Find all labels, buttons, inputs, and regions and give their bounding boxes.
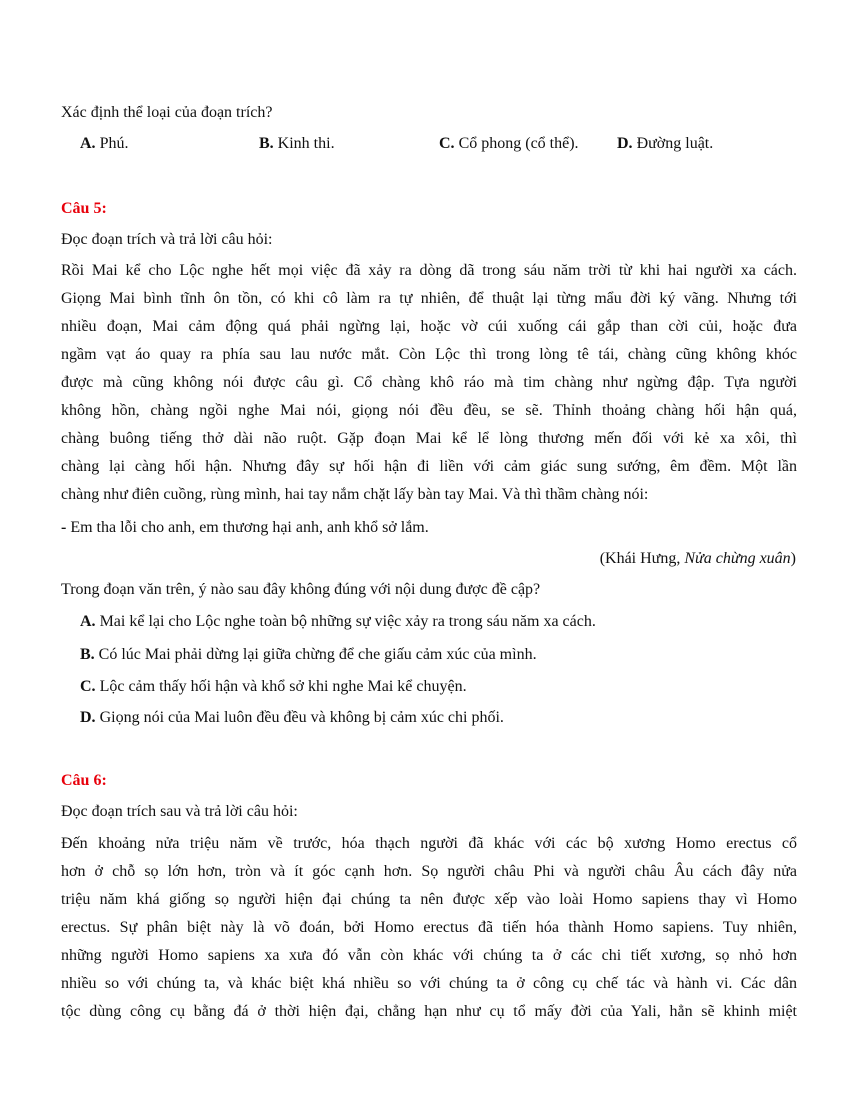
passage-line: triệu năm khá giống sọ người hiện đại chúng ta nên được xếp vào loài Homo sapiens thay vì Homo: [61, 891, 797, 908]
q5-option-a[interactable]: [80, 612, 596, 632]
question-6-heading: Câu 6:: [61, 772, 107, 789]
option-text: Có lúc Mai phải dừng lại giữa chừng để che giấu cảm xúc của mình.: [94, 646, 537, 663]
passage-line: Rồi Mai kể cho Lộc nghe hết mọi việc đã xảy ra dòng dã trong sáu năm trời từ khi hai người xa cách.: [61, 262, 797, 279]
dialogue-text: Em tha lỗi cho anh, em thương hại anh, anh khổ sở lắm.: [66, 519, 429, 536]
passage-line: tộc dùng công cụ bằng đá ở thời hiện đại, chẳng hạn như cụ tổ mấy đời của Yali, hẳn sẽ khinh miệt: [61, 1003, 797, 1020]
passage-line: ngầm vạt áo quay ra phía sau lau nước mắt. Còn Lộc thì trong lòng tê tái, chàng cũng không khóc: [61, 346, 797, 363]
question-5-heading: Câu 5:: [61, 200, 107, 217]
option-text: Cổ phong (cổ thể).: [454, 135, 579, 152]
passage-line: những người Homo sapiens xa xưa đó vẫn còn khác với chúng ta ở các chi tiết xương, sọ nhỏ hơn: [61, 947, 797, 964]
passage-line: nhiều so với chúng ta, và khác biệt khá nhiều so với chúng ta ở công cụ chế tác và hành vi. Các dân: [61, 975, 797, 992]
source-prefix: (Khái Hưng,: [599, 550, 685, 567]
option-text: Kinh thi.: [273, 135, 335, 152]
q4-option-a[interactable]: [80, 134, 128, 154]
q5-option-b[interactable]: [80, 645, 537, 665]
q5-option-d[interactable]: [80, 708, 504, 728]
option-text: Phú.: [95, 135, 129, 152]
option-letter: A.: [80, 613, 96, 630]
passage-line: không hồn, chàng ngồi nghe Mai nói, giọng nói đều đều, se sẽ. Thỉnh thoảng chàng hối hận quá,: [61, 402, 797, 419]
option-letter: A.: [80, 135, 96, 152]
option-letter: B.: [80, 646, 95, 663]
passage-line: được mà cũng không nói được câu gì. Cổ chàng khô ráo mà tim chàng như ngừng đập. Tựa người: [61, 374, 797, 391]
option-letter: C.: [439, 135, 455, 152]
source-title: Nửa chừng xuân: [684, 550, 791, 567]
passage-line: chàng lại càng hối hận. Nhưng đây sự hối hận đi liền với cảm giác sung sướng, êm đềm. Một lần: [61, 458, 797, 475]
dialogue-dash: -: [61, 519, 67, 536]
option-text: Giọng nói của Mai luôn đều đều và không bị cảm xúc chi phối.: [95, 709, 504, 726]
passage-line-last: chàng như điên cuồng, rùng mình, hai tay nắm chặt lấy bàn tay Mai. Và thì thầm chàng nói:: [61, 486, 649, 503]
passage-line: erectus. Sự phân biệt này là võ đoán, bởi Homo erectus đã tiến hóa thành Homo sapiens. Tuy nhiên,: [61, 919, 797, 936]
question-5-instruction: Đọc đoạn trích và trả lời câu hỏi:: [61, 231, 273, 248]
option-letter: C.: [80, 678, 96, 695]
passage-line: Đến khoảng nửa triệu năm về trước, hóa thạch người đã khác với các bộ xương Homo erectus cổ: [61, 835, 797, 852]
option-text: Lộc cảm thấy hối hận và khổ sở khi nghe Mai kể chuyện.: [95, 678, 467, 695]
source-suffix: ): [790, 550, 796, 567]
option-text: Đường luật.: [632, 135, 714, 152]
option-letter: D.: [617, 135, 633, 152]
passage-line: nhiều đoạn, Mai cảm động quá phải ngừng lại, hoặc vờ cúi xuống cái gắp than cời củi, hoặc đưa: [61, 318, 797, 335]
option-letter: B.: [259, 135, 274, 152]
q4-option-c[interactable]: [439, 134, 579, 154]
question-4-prompt: Xác định thể loại của đoạn trích?: [61, 104, 273, 121]
option-text: Mai kể lại cho Lộc nghe toàn bộ những sự việc xảy ra trong sáu năm xa cách.: [95, 613, 596, 630]
q5-option-c[interactable]: [80, 677, 467, 697]
passage-line: chàng buông tiếng thở dài não ruột. Gặp đoạn Mai kể lể lòng thương mến đối với kẻ xa xôi, thì: [61, 430, 797, 447]
passage-line: hơn ở chỗ sọ lớn hơn, tròn và ít góc cạnh hơn. Sọ người châu Phi và người châu Âu cách đây nửa: [61, 863, 797, 880]
question-6-instruction: Đọc đoạn trích sau và trả lời câu hỏi:: [61, 803, 298, 820]
passage-line: Giọng Mai bình tĩnh ôn tồn, có khi cô làm ra tự nhiên, để thuật lại từng mẩu đời ký vãng. Nhưng tới: [61, 290, 797, 307]
passage-source: [600, 549, 796, 569]
option-letter: D.: [80, 709, 96, 726]
dialogue-line: [61, 518, 429, 538]
q4-option-d[interactable]: [617, 134, 713, 154]
question-5-prompt: Trong đoạn văn trên, ý nào sau đây không đúng với nội dung được đề cập?: [61, 581, 541, 598]
q4-option-b[interactable]: [259, 134, 335, 154]
